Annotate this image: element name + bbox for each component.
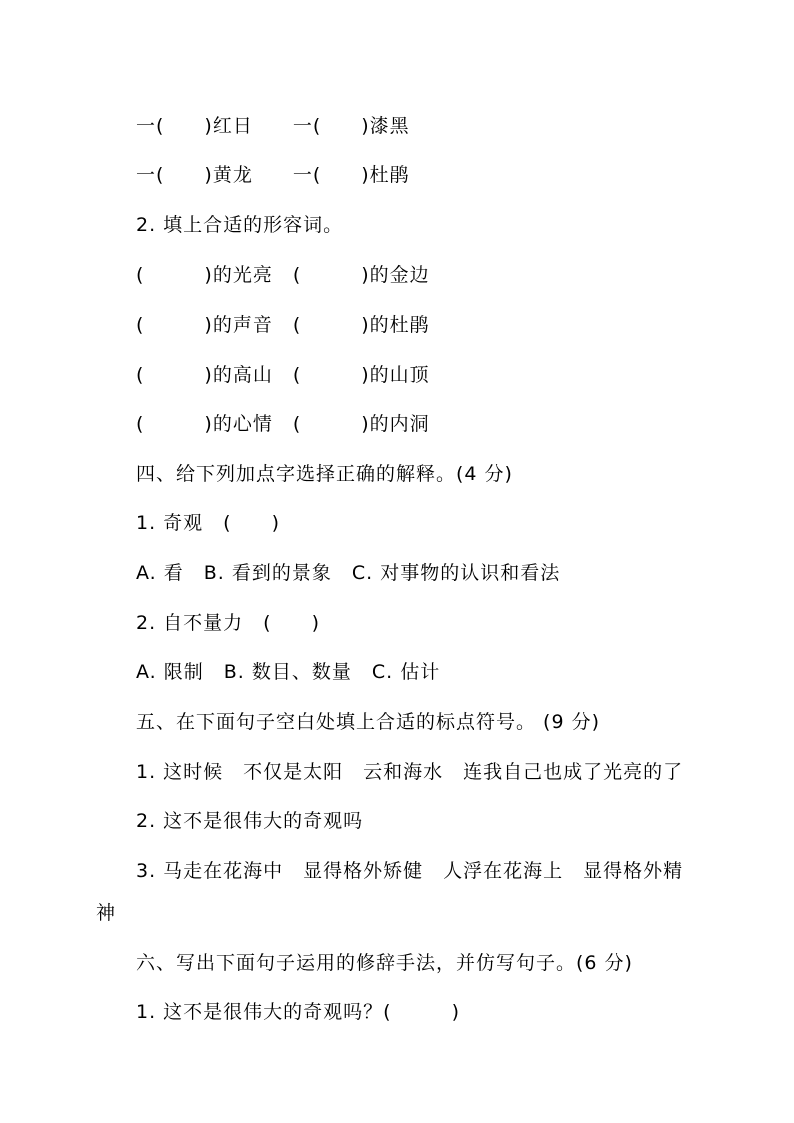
section-5-item-1: 1. 这时候 不仅是太阳 云和海水 连我自己也成了光亮的了 <box>136 761 684 783</box>
adjective-row-4: ( )的心情 ( )的内洞 <box>136 413 430 435</box>
section-4-item-2-options: A. 限制 B. 数目、数量 C. 估计 <box>136 661 441 683</box>
section-5-item-3-continued: 神 <box>96 902 117 924</box>
section-6-heading: 六、写出下面句子运用的修辞手法，并仿写句子。(6 分) <box>136 952 633 974</box>
measure-word-row-1: 一( )红日 一( )漆黑 <box>136 115 410 137</box>
section-5-item-3: 3. 马走在花海中 显得格外矫健 人浮在花海上 显得格外精 <box>136 860 684 882</box>
section-4-heading: 四、给下列加点字选择正确的解释。(4 分) <box>136 463 513 485</box>
section-4-item-2: 2. 自不量力 ( ) <box>136 612 320 634</box>
section-6-item-1: 1. 这不是很伟大的奇观吗？( ) <box>136 1001 460 1023</box>
adjective-row-1: ( )的光亮 ( )的金边 <box>136 264 430 286</box>
adjective-row-2: ( )的声音 ( )的杜鹃 <box>136 314 430 336</box>
section-4-item-1: 1. 奇观 ( ) <box>136 512 280 534</box>
section-4-item-1-options: A. 看 B. 看到的景象 C. 对事物的认识和看法 <box>136 562 561 584</box>
section-5-heading: 五、在下面句子空白处填上合适的标点符号。 (9 分) <box>136 711 600 733</box>
section-5-item-2: 2. 这不是很伟大的奇观吗 <box>136 810 364 832</box>
question-2-title: 2. 填上合适的形容词。 <box>136 214 344 236</box>
measure-word-row-2: 一( )黄龙 一( )杜鹃 <box>136 164 410 186</box>
adjective-row-3: ( )的高山 ( )的山顶 <box>136 364 430 386</box>
